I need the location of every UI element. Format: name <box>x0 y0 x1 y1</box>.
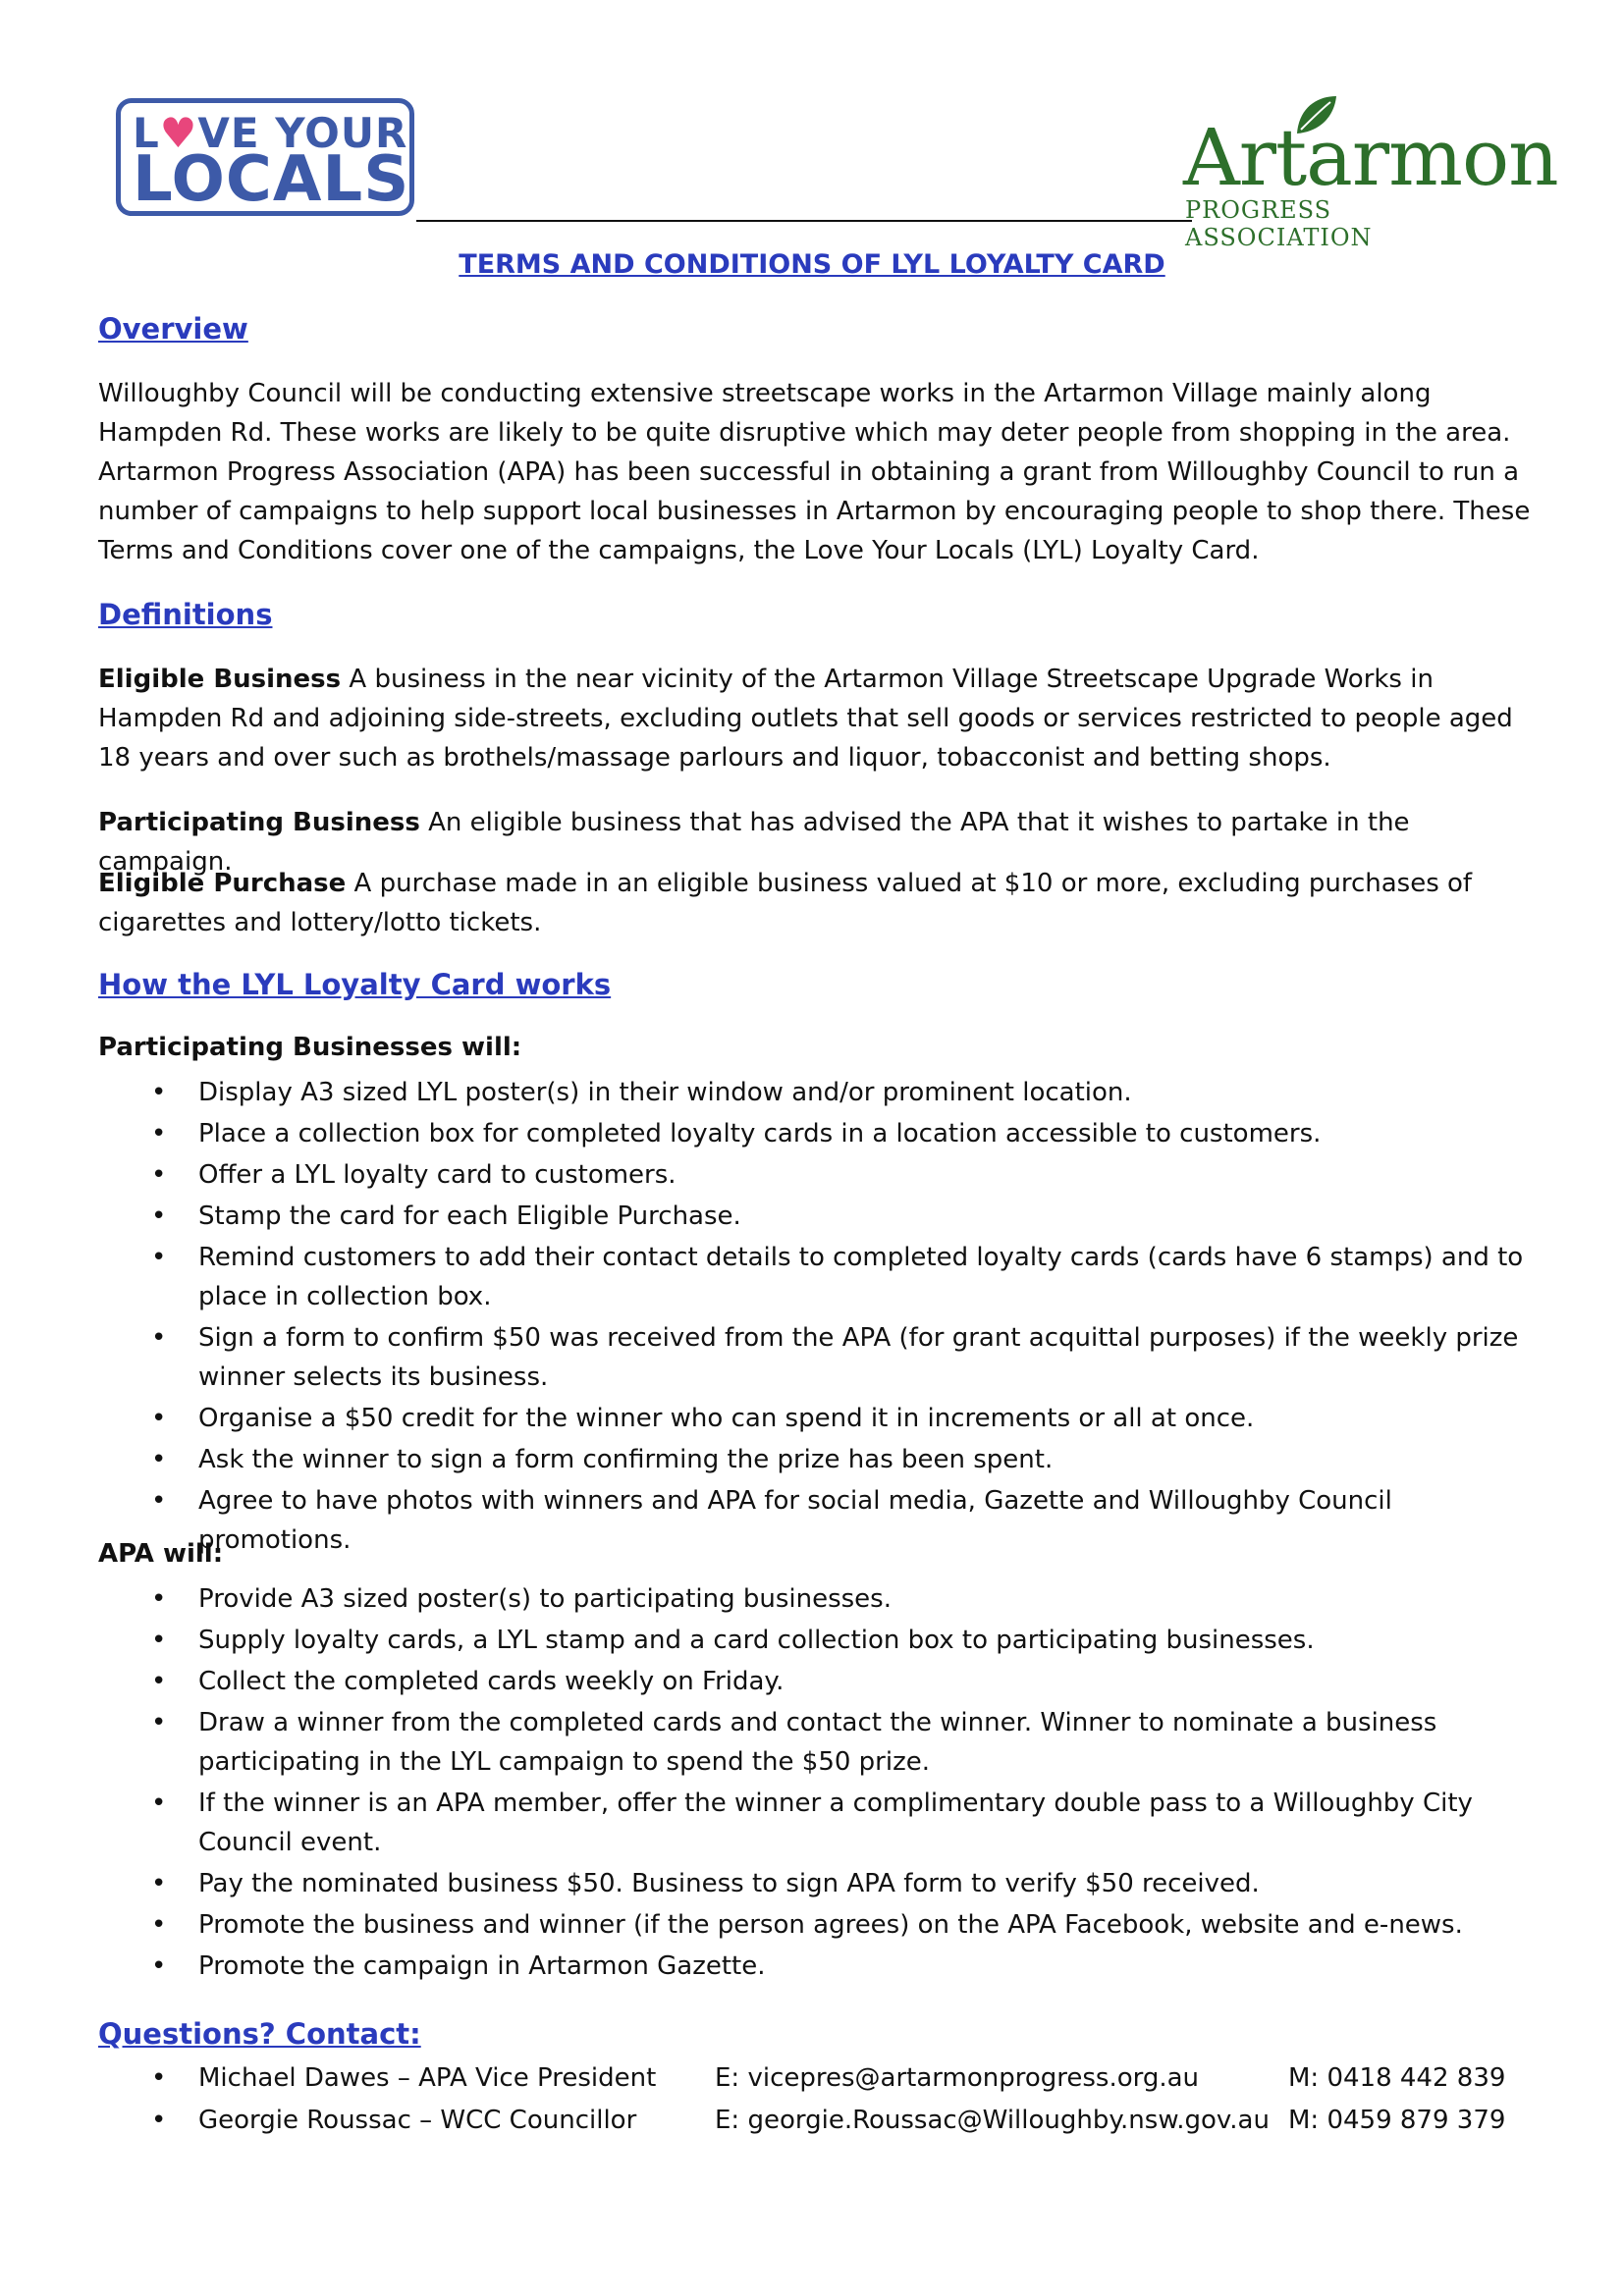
apa-will-list <box>98 1579 1542 1988</box>
definition-term: Participating Business <box>98 808 420 837</box>
list-item: • Remind customers to add their contact details to completed loyalty cards (cards have 6 stamps) and to place in collection box. <box>98 1238 1542 1316</box>
list-item: • Draw a winner from the completed cards and contact the winner. Winner to nominate a business participating in the LYL campaign to spend the $50 prize. <box>98 1703 1542 1782</box>
contact-email[interactable]: E: vicepres@artarmonprogress.org.au <box>715 2063 1200 2093</box>
participating-businesses-list <box>98 1073 1542 1562</box>
contact-email[interactable]: E: georgie.Roussac@Willoughby.nsw.gov.au <box>715 2106 1270 2135</box>
list-item: • Promote the business and winner (if the person agrees) on the APA Facebook, website and e-news. <box>98 1905 1542 1945</box>
definition-eligible-purchase <box>98 864 1542 942</box>
logo-subtitle: PROGRESS ASSOCIATION <box>1185 196 1373 251</box>
bullet-icon: • <box>151 2063 167 2093</box>
overview-paragraph: Willoughby Council will be conducting extensive streetscape works in the Artarmon Village mainly along Hampden Rd. These works are likely to be quite disruptive which may deter people from shopping in the area. Artarmon Progress Association (APA) has been successful in obtaining a grant from Willoughby Council to run a number of campaigns to help support local businesses in Artarmon by encouraging people to shop there. These Terms and Conditions cover one of the campaigns, the Love Your Locals (LYL) Loyalty Card. <box>98 379 1531 565</box>
list-item: • Place a collection box for completed loyalty cards in a location accessible to customers. <box>98 1114 1542 1153</box>
logo-text-locals: LOCALS <box>133 143 410 216</box>
participating-businesses-label: Participating Businesses will: <box>98 1033 522 1062</box>
definition-text: A business in the near vicinity of the Artarmon Village Streetscape Upgrade Works in Hampden Rd and adjoining side-streets, excluding outlets that sell goods or services restricted to people aged 18 years and over such as brothels/massage parlours and liquor, tobacconist and betting shops. <box>98 665 1513 773</box>
contact-heading: Questions? Contact: <box>98 2017 421 2051</box>
list-item: • Offer a LYL loyalty card to customers. <box>98 1155 1542 1195</box>
contact-row <box>98 2057 1542 2099</box>
overview-heading: Overview <box>98 312 248 346</box>
list-item: • Agree to have photos with winners and APA for social media, Gazette and Willoughby Council promotions. <box>98 1481 1542 1560</box>
list-item: • Collect the completed cards weekly on Friday. <box>98 1662 1542 1701</box>
contact-phone: M: 0459 879 379 <box>1288 2106 1506 2135</box>
list-item: • If the winner is an APA member, offer the winner a complimentary double pass to a Willoughby City Council event. <box>98 1784 1542 1862</box>
definition-text: An eligible business that has advised the APA that it wishes to partake in the campaign. <box>98 808 1410 877</box>
contact-phone: M: 0418 442 839 <box>1288 2063 1506 2093</box>
list-item: • Display A3 sized LYL poster(s) in their window and/or prominent location. <box>98 1073 1542 1112</box>
logo-letter-l: L <box>133 109 160 157</box>
definition-eligible-business <box>98 660 1542 777</box>
list-item: • Pay the nominated business $50. Business to sign APA form to verify $50 received. <box>98 1864 1542 1903</box>
logo-text-ve-your: VE YOUR <box>197 109 408 157</box>
definition-term: Eligible Business <box>98 665 342 694</box>
list-item: • Organise a $50 credit for the winner who can spend it in increments or all at once. <box>98 1399 1542 1438</box>
header-rule <box>416 220 1192 222</box>
artarmon-progress-association-logo <box>1183 94 1558 251</box>
heart-icon: ♥ <box>159 109 198 157</box>
contact-row <box>98 2100 1542 2141</box>
contact-name: Georgie Roussac – WCC Councillor <box>198 2106 637 2135</box>
list-item: • Ask the winner to sign a form confirming the prize has been spent. <box>98 1440 1542 1479</box>
how-it-works-heading: How the LYL Loyalty Card works <box>98 968 612 1001</box>
definition-text: A purchase made in an eligible business valued at $10 or more, excluding purchases of cigarettes and lottery/lotto tickets. <box>98 869 1473 937</box>
list-item: • Provide A3 sized poster(s) to participating businesses. <box>98 1579 1542 1619</box>
definition-term: Eligible Purchase <box>98 869 347 898</box>
logo-name: Artarmon <box>1183 112 1558 203</box>
document-title: TERMS AND CONDITIONS OF LYL LOYALTY CARD <box>459 249 1165 280</box>
love-your-locals-logo <box>116 98 414 216</box>
apa-will-label: APA will: <box>98 1539 224 1569</box>
bullet-icon: • <box>151 2106 167 2135</box>
list-item: • Supply loyalty cards, a LYL stamp and a card collection box to participating businesses. <box>98 1621 1542 1660</box>
definitions-heading: Definitions <box>98 598 273 631</box>
list-item: • Sign a form to confirm $50 was received from the APA (for grant acquittal purposes) if the weekly prize winner selects its business. <box>98 1318 1542 1397</box>
contact-name: Michael Dawes – APA Vice President <box>198 2063 657 2093</box>
list-item: • Promote the campaign in Artarmon Gazette. <box>98 1947 1542 1986</box>
list-item: • Stamp the card for each Eligible Purchase. <box>98 1197 1542 1236</box>
